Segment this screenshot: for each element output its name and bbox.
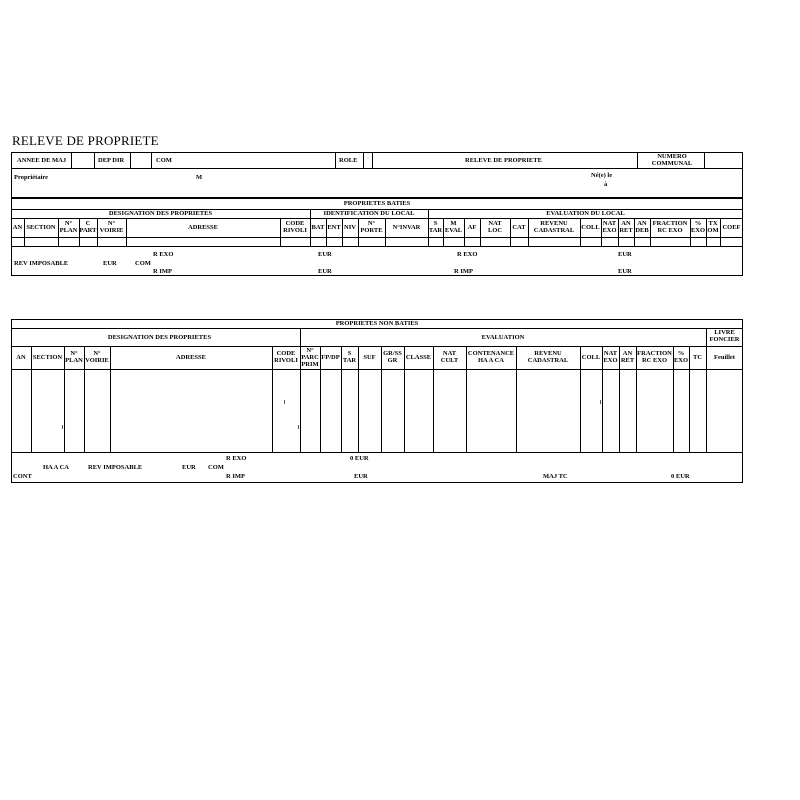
nb-cont: CONT: [13, 473, 32, 480]
nb-com: COM: [208, 464, 224, 471]
baties-eur-4: EUR: [318, 268, 332, 275]
proprietaire-label: Propriétaire: [14, 174, 49, 181]
nb-col-an: AN: [16, 354, 26, 361]
col-section: SECTION: [26, 224, 56, 231]
baties-eur-3: EUR: [103, 260, 117, 267]
col-c-part: C PART: [79, 220, 97, 234]
col-nat-loc: NAT LOC: [487, 220, 503, 234]
nb-r-imp: R IMP: [226, 473, 245, 480]
nb-ha-a-ca: HA A CA: [43, 464, 70, 471]
nb-col-no-voirie: N° VOIRIE: [85, 350, 109, 364]
nb-col-fp-dp: FP/DP: [321, 354, 340, 361]
annee-maj-label: ANNEE DE MAJ: [17, 157, 67, 164]
col-no-voirie: N° VOIRIE: [99, 220, 124, 234]
col-revenu-cadastral: REVENU CADASTRAL: [533, 220, 575, 234]
col-an-ret: AN RET: [619, 220, 633, 234]
nb-col-no-plan: N° PLAN: [65, 350, 83, 364]
nb-col-s-tar: S TAR: [342, 350, 357, 364]
page-title: RELEVE DE PROPRIETE: [12, 133, 159, 148]
col-no-invar: N°INVAR: [392, 224, 421, 231]
baties-eur-1: EUR: [318, 251, 332, 258]
col-bat: BAT: [311, 224, 325, 231]
col-af: AF: [467, 224, 477, 231]
livre-foncier-label: LIVRE FONCIER: [709, 329, 740, 343]
nb-rev-imposable: REV IMPOSABLE: [88, 464, 143, 471]
baties-r-imp-1: R IMP: [153, 268, 172, 275]
col-ent: ENT: [327, 224, 341, 231]
baties-identification: IDENTIFICATION DU LOCAL: [323, 210, 415, 217]
col-s-tar: S TAR: [428, 220, 443, 234]
baties-r-imp-2: R IMP: [454, 268, 473, 275]
baties-eur-2: EUR: [618, 251, 632, 258]
nb-col-revenu-cadastral: REVENU CADASTRAL: [527, 350, 569, 364]
non-baties-title: PROPRIETES NON BATIES: [335, 320, 419, 327]
baties-eur-5: EUR: [618, 268, 632, 275]
col-code-rivoli: CODE RIVOLI: [283, 220, 307, 234]
role-label: ROLE: [339, 157, 358, 164]
nb-col-contenance: CONTENANCE HA A CA: [467, 350, 515, 364]
col-adresse: ADRESSE: [188, 224, 218, 231]
nb-col-feuillet: Feuillet: [714, 354, 735, 361]
a-label: à: [604, 181, 608, 188]
nb-col-classe: CLASSE: [405, 354, 432, 361]
baties-evaluation: EVALUATION DU LOCAL: [546, 210, 625, 217]
baties-rev-imposable: REV IMPOSABLE: [14, 260, 69, 267]
nb-maj-tc: MAJ TC: [543, 473, 568, 480]
col-m-eval: M EVAL: [444, 220, 463, 234]
numero-communal-label: NUMERO COMMUNAL: [651, 153, 693, 167]
nb-col-fraction-rc-exo: FRACTION RC EXO: [637, 350, 672, 364]
baties-title: PROPRIETES BATIES: [343, 200, 411, 207]
nb-col-grss-gr: GR/SS GR: [383, 350, 402, 364]
releve-label: RELEVE DE PROPRIETE: [465, 157, 542, 164]
nee-le-label: Né(e) le: [591, 172, 613, 179]
nb-col-tc: TC: [692, 354, 703, 361]
non-baties-table: [11, 319, 743, 483]
nb-col-section: SECTION: [32, 354, 63, 361]
baties-designation: DESIGNATION DES PROPRIETES: [108, 210, 213, 217]
nb-eur: EUR: [182, 464, 196, 471]
nb-col-an-ret: AN RET: [620, 350, 635, 364]
nb-r-imp-eur: EUR: [354, 473, 368, 480]
nb-col-coll: COLL: [581, 354, 601, 361]
col-an-deb: AN DEB: [635, 220, 649, 234]
baties-r-exo-2: R EXO: [457, 251, 478, 258]
nb-col-nat-cult: NAT CULT: [440, 350, 459, 364]
col-an: AN: [12, 224, 23, 231]
baties-r-exo-1: R EXO: [153, 251, 174, 258]
col-cat: CAT: [512, 224, 526, 231]
m-label: M: [196, 174, 203, 181]
col-coef: COEF: [722, 224, 741, 231]
non-baties-designation: DESIGNATION DES PROPRIETES: [107, 334, 212, 341]
nb-col-nat-exo: NAT EXO: [603, 350, 618, 364]
col-nat-exo: NAT EXO: [602, 220, 617, 234]
col-no-plan: N° PLAN: [59, 220, 78, 234]
dep-dir-label: DEP DIR: [98, 157, 125, 164]
nb-col-pct-exo: % EXO: [673, 350, 689, 364]
nb-r-exo-eur: 0 EUR: [350, 455, 369, 462]
non-baties-evaluation: EVALUATION: [481, 334, 525, 341]
col-pct-exo: % EXO: [690, 220, 706, 234]
col-coll: COLL: [581, 224, 600, 231]
col-fraction-rc-exo: FRACTION RC EXO: [652, 220, 688, 234]
nb-col-suf: SUF: [363, 354, 376, 361]
col-niv: NIV: [344, 224, 356, 231]
com-label: COM: [156, 157, 172, 164]
nb-maj-tc-eur: 0 EUR: [671, 473, 690, 480]
col-no-porte: N° PORTE: [360, 220, 383, 234]
col-tx-om: TX OM: [707, 220, 719, 234]
baties-com: COM: [135, 260, 151, 267]
nb-col-code-rivoli: CODE RIVOLI: [274, 350, 298, 364]
nb-r-exo: R EXO: [226, 455, 247, 462]
nb-col-adresse: ADRESSE: [176, 354, 206, 361]
nb-col-no-parc-prim: N° PARC PRIM: [301, 347, 319, 368]
